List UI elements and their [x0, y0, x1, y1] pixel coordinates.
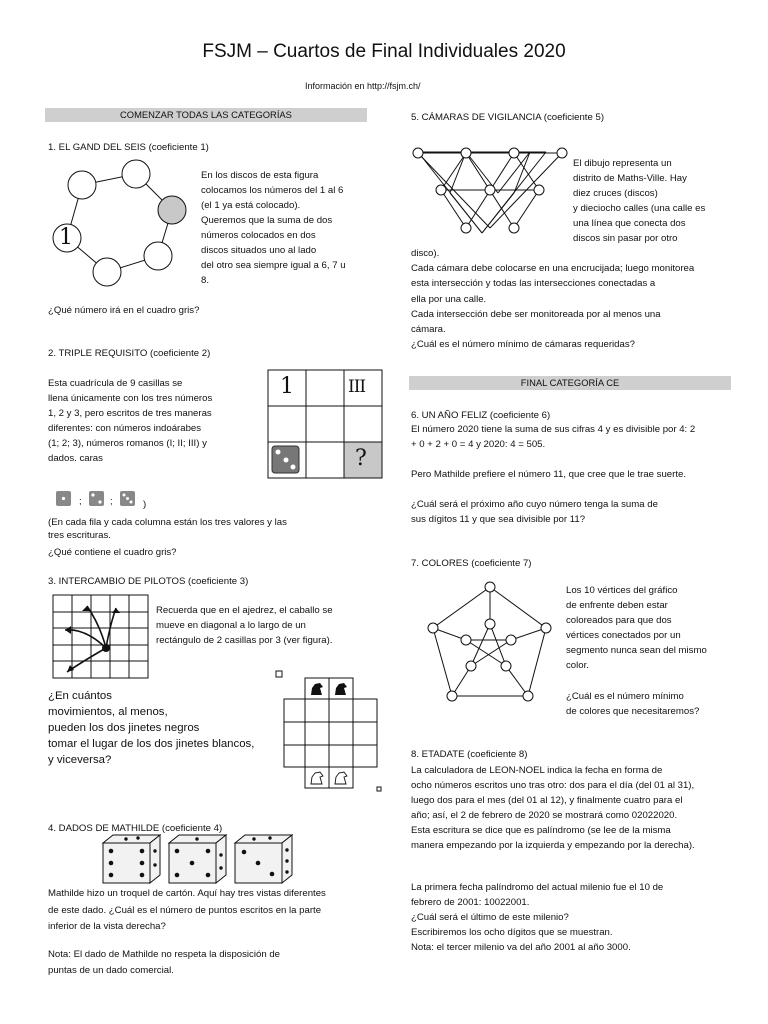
problem-7-side-text: Los 10 vértices del gráfico de enfrente deben estar coloreados para que dos vértices conectados por un segmento nunca sean del mismo color. [566, 585, 707, 671]
dice-close: ) [143, 499, 147, 510]
problem-3-question: ¿En cuántos movimientos, al menos, pueden los dos jinetes negros tomar el lugar de los dos jinetes blancos, y viceversa? [48, 690, 255, 766]
disc-label-one: 1 [59, 225, 73, 250]
problem-5-text: disco). Cada cámara debe colocarse en una encrucijada; luego monitorea esta intersección y todas las intersecciones conectadas a ella por una calle. Cada intersección debe ser monitoreada por al menos una cámara. ¿Cuál es el número mínimo de cámaras requeridas? [411, 248, 695, 350]
problem-4-text: Mathilde hizo un troquel de cartón. Aquí hay tres vistas diferentes de este dado. ¿Cuál es el número de puntos escritos en la parte inferior de la vista derecha? [48, 888, 326, 932]
dice-sep-1: ; [79, 496, 82, 507]
problem-6-title: 6. UN AÑO FELIZ (coeficiente 6) [411, 410, 551, 421]
grid-cell-gray-question: ? [355, 446, 367, 471]
section-band-all: COMENZAR TODAS LAS CATEGORÍAS [45, 108, 367, 122]
grid-cell-roman: III [348, 377, 366, 397]
grid-cell-arabic: 1 [280, 374, 294, 399]
page-title: FSJM – Cuartos de Final Individuales 2020 [202, 41, 566, 62]
problem-2-title: 2. TRIPLE REQUISITO (coeficiente 2) [48, 348, 211, 359]
problem-7-title: 7. COLORES (coeficiente 7) [411, 558, 532, 569]
info-link[interactable]: Información en http://fsjm.ch/ [305, 81, 421, 91]
problem-2-question: ¿Qué contiene el cuadro gris? [48, 547, 177, 558]
problem-8-title: 8. ETADATE (coeficiente 8) [411, 749, 528, 760]
section-band-final-ce: FINAL CATEGORÍA CE [409, 376, 731, 390]
problem-6-question: ¿Cuál será el próximo año cuyo número tenga la suma de sus dígitos 11 y que sea divisible por 11? [411, 499, 658, 525]
problem-2-note-2: tres escrituras. [48, 530, 111, 541]
problem-4-title: 4. DADOS DE MATHILDE (coeficiente 4) [48, 823, 223, 834]
problem-3-text: Recuerda que en el ajedrez, el caballo se mueve en diagonal a lo largo de un rectángulo de 2 casillas por 3 (ver figura). [156, 605, 333, 646]
problem-3-title: 3. INTERCAMBIO DE PILOTOS (coeficiente 3) [48, 576, 249, 587]
problem-5-side-text: El dibujo representa un distrito de Maths-Ville. Hay diez cruces (discos) y dieciocho calles (una calle es una línea que conecta dos discos sin pasar por otro [573, 158, 706, 244]
problem-5-title: 5. CÁMARAS DE VIGILANCIA (coeficiente 5) [411, 112, 605, 123]
problem-2-note-1: (En cada fila y cada columna están los tres valores y las [48, 517, 287, 528]
problem-8-text: La calculadora de LEON-NOEL indica la fecha en forma de ocho números escritos uno tras otro: dos para el día (del 01 al 31), luego dos para el mes (del 01 al 12), y finalmente cuatro para el año; así, el 2 de febrero de 2020 se mostrará como 02022020. Esta escritura se dice que es palíndromo (se lee de la misma manera empezando por la izquierda y empezando por la derecha). [411, 765, 695, 851]
problem-8-text-2: La primera fecha palíndromo del actual milenio fue el 10 de febrero de 2001: 10022001. ¿Cuál será el último de este milenio? Escribiremos los ocho dígitos que se muestran. Nota: el tercer milenio va del año 2001 al año 3000. [411, 882, 664, 953]
problem-6-line3: Pero Mathilde prefiere el número 11, que cree que le trae suerte. [411, 469, 687, 480]
dice-sep-2: ; [110, 496, 113, 507]
problem-1-question: ¿Qué número irá en el cuadro gris? [48, 305, 200, 316]
problem-1-text: En los discos de esta figura colocamos los números del 1 al 6 (el 1 ya está colocado). Queremos que la suma de dos números colocados en dos discos situados uno al lado del otro sea siempre igual a 6, 7 u 8. [201, 170, 346, 286]
problem-1-title: 1. EL GAND DEL SEIS (coeficiente 1) [48, 142, 209, 153]
problem-6-text: El número 2020 tiene la suma de sus cifras 4 y es divisible por 4: 2 + 0 + 2 + 0 = 4 y 2020: 4 = 505. [411, 424, 696, 450]
problem-2-text: Esta cuadrícula de 9 casillas se llena únicamente con los tres números 1, 2 y 3, pero escritos de tres maneras diferentes: con números indoárabes (1; 2; 3), números romanos (I; II; III) y dados. caras [48, 378, 213, 464]
problem-4-note: Nota: El dado de Mathilde no respeta la disposición de puntas de un dado comercial. [48, 949, 280, 976]
problem-7-question: ¿Cuál es el número mínimo de colores que necesitaremos? [566, 691, 700, 717]
